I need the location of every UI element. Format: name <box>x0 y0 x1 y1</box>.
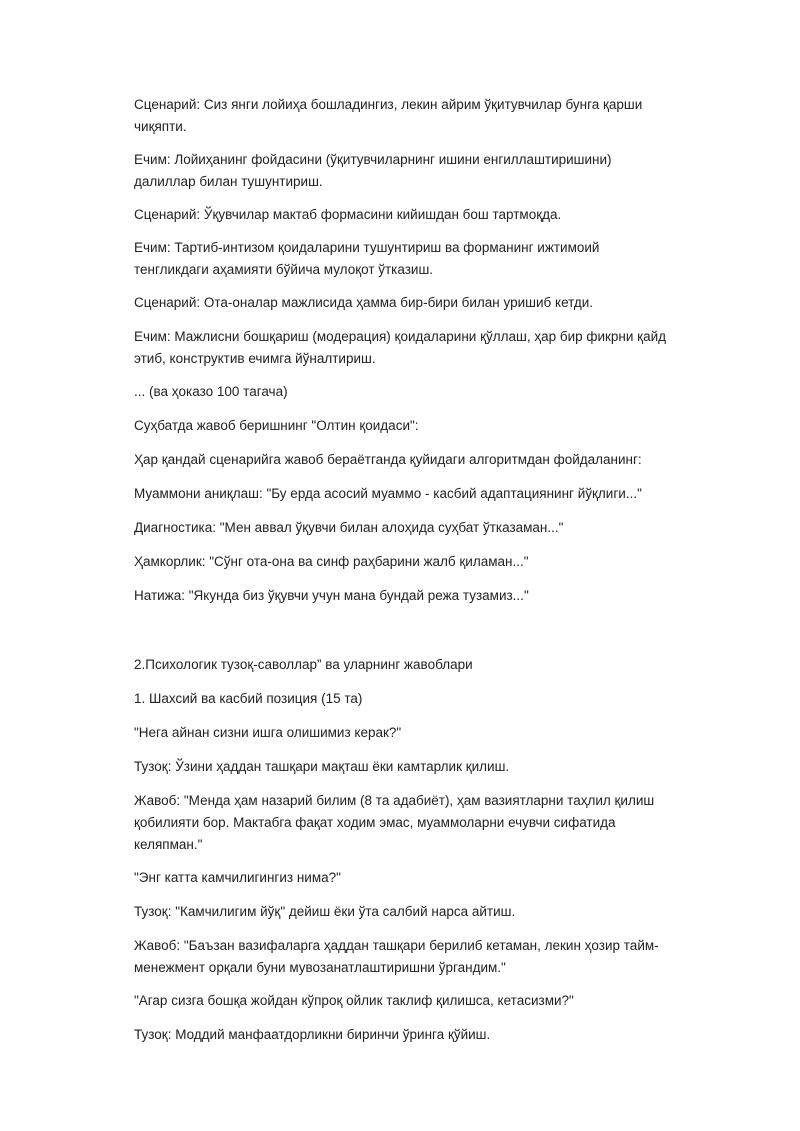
paragraph-step-cooperation: Ҳамкорлик: "Сўнг ота-она ва синф раҳбарини жалб қиламан..." <box>134 554 529 569</box>
paragraph-trap-1: Тузоқ: Ўзини ҳаддан ташқари мақташ ёки камтарлик қилиш. <box>134 759 510 774</box>
paragraph-scenario-1: Сценарий: Сиз янги лойиҳа бошладингиз, лекин айрим ўқитувчилар бунга қарши чиқяпти. <box>134 97 643 134</box>
paragraph-solution-3: Ечим: Мажлисни бошқариш (модерация) қоидаларини қўллаш, ҳар бир фикрни қайд этиб, конструктив ечимга йўналтириш. <box>134 329 667 366</box>
paragraph-solution-1: Ечим: Лойиҳанинг фойдасини (ўқитувчиларнинг ишини енгиллаштиришини) далиллар билан тушунтириш. <box>134 152 612 189</box>
paragraph-step-result: Натижа: "Якунда биз ўқувчи учун мана бундай режа тузамиз..." <box>134 588 529 603</box>
subsection-heading-position: 1. Шахсий ва касбий позиция (15 та) <box>134 691 363 706</box>
paragraph-question-2: "Энг катта камчилигингиз нима?" <box>134 870 341 885</box>
paragraph-golden-rule: Суҳбатда жавоб беришнинг "Олтин қоидаси": <box>134 418 419 433</box>
paragraph-scenario-3: Сценарий: Ота-оналар мажлисида ҳамма бир-бири билан уришиб кетди. <box>134 295 594 310</box>
paragraph-algorithm-intro: Ҳар қандай сценарийга жавоб бераётганда қуйидаги алгоритмдан фойдаланинг: <box>134 452 642 467</box>
paragraph-trap-2: Тузоқ: "Камчилигим йўқ" дейиш ёки ўта салбий нарса айтиш. <box>134 904 516 919</box>
paragraph-scenario-2: Сценарий: Ўқувчилар мактаб формасини кийишдан бош тартмоқда. <box>134 207 562 222</box>
paragraph-answer-2: Жавоб: "Баъзан вазифаларга ҳаддан ташқари берилиб кетаман, лекин ҳозир тайм-менежмент орқали буни мувозанатлаштиришни ўргандим." <box>134 938 659 975</box>
paragraph-answer-1: Жавоб: "Менда ҳам назарий билим (8 та адабиёт), ҳам вазиятларни таҳлил қилиш қобилияти бор. Мактабга фақат ходим эмас, муаммоларни ечувчи сифатида келяпман." <box>134 793 655 852</box>
paragraph-step-problem: Муаммони аниқлаш: "Бу ерда асосий муаммо - касбий адаптациянинг йўқлиги..." <box>134 486 642 501</box>
paragraph-question-3: "Агар сизга бошқа жойдан кўпроқ ойлик таклиф қилишса, кетасизми?" <box>134 993 574 1008</box>
paragraph-solution-2: Ечим: Тартиб-интизом қоидаларини тушунтириш ва форманинг ижтимоий тенгликдаги аҳамияти бўйича мулоқот ўтказиш. <box>134 240 600 277</box>
paragraph-step-diagnosis: Диагностика: "Мен аввал ўқувчи билан алоҳида суҳбат ўтказаман..." <box>134 520 564 535</box>
section-heading-traps: 2.Психологик тузоқ-саволлар” ва уларнинг жавоблари <box>134 657 473 672</box>
paragraph-trap-3: Тузоқ: Моддий манфаатдорликни биринчи ўринга қўйиш. <box>134 1027 491 1042</box>
paragraph-ellipsis-note: ... (ва ҳоказо 100 тагача) <box>134 384 288 399</box>
paragraph-question-1: "Нега айнан сизни ишга олишимиз керак?" <box>134 725 402 740</box>
